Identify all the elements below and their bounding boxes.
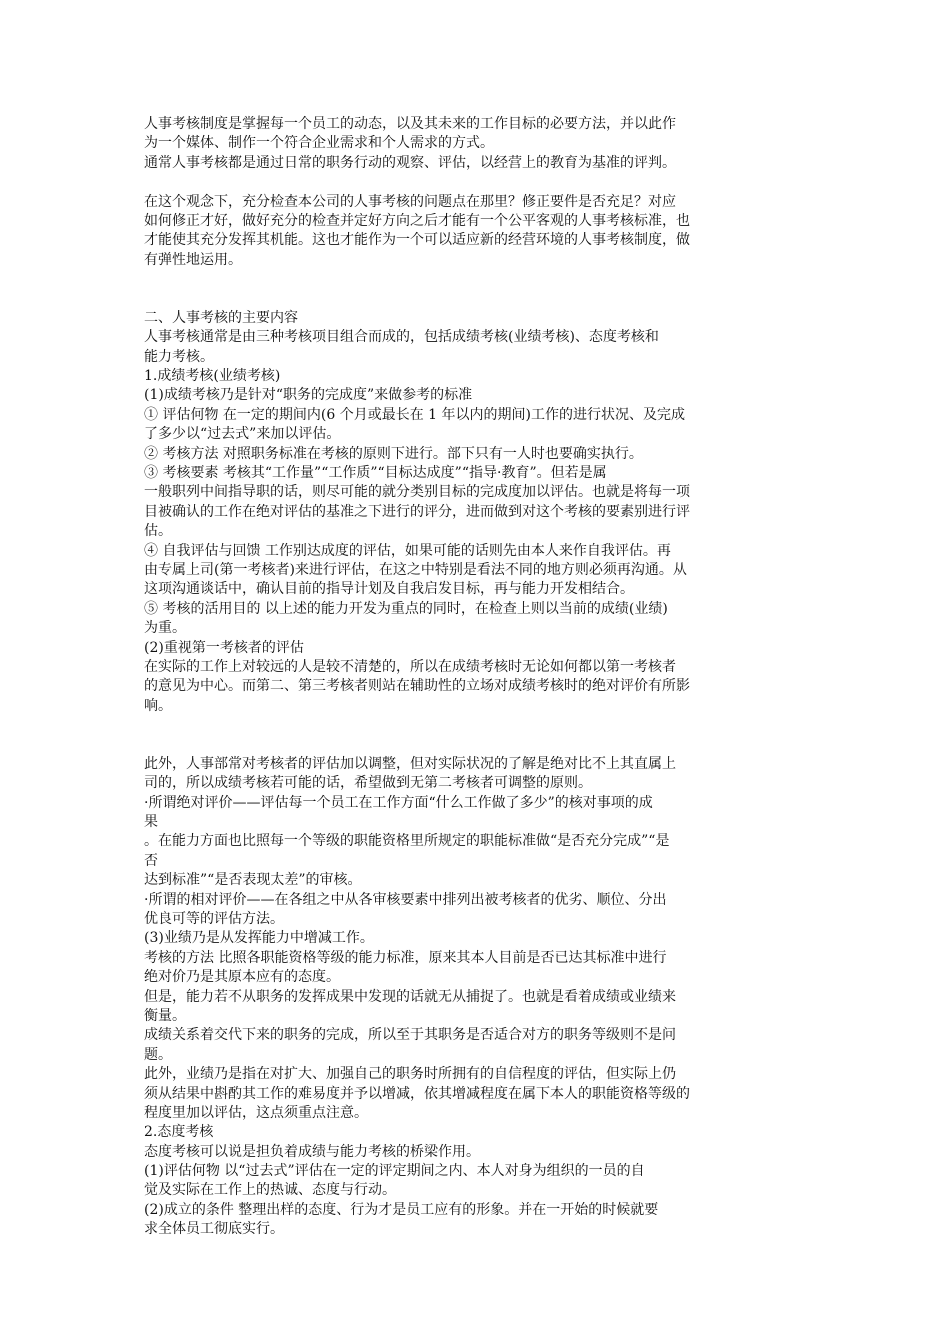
blank-line	[144, 290, 812, 309]
text-line: 这项沟通谈话中，确认目前的指导计划及自我启发目标，再与能力开发相结合。	[144, 581, 634, 598]
blank-line	[144, 716, 812, 735]
text-line: (2)重视第一考核者的评估	[144, 639, 304, 656]
text-line: 能力考核。	[144, 348, 214, 365]
text-line: 人事考核通常是由三种考核项目组合而成的，包括成绩考核(业绩考核)、态度考核和	[144, 329, 659, 346]
text-line: ·所谓的相对评价——在各组之中从各审核要素中排列出被考核者的优劣、顺位、分出	[144, 891, 667, 908]
document-body	[144, 115, 812, 1240]
text-line: 达到标准”“是否表现太差”的审核。	[144, 872, 362, 889]
text-line: 1.成绩考核(业绩考核)	[144, 368, 281, 385]
text-line: 有弹性地运用。	[144, 251, 242, 268]
text-line: ③ 考核要素 考核其“工作量”“工作质”“目标达成度”“指导·教育”。但若是属	[144, 465, 607, 482]
text-line: 题。	[144, 1046, 172, 1063]
text-line: 须从结果中斟酌其工作的难易度并予以增减，依其增减程度在属下本人的职能资格等级的	[144, 1085, 690, 1102]
blank-line	[144, 736, 812, 755]
text-line: 了多少以“过去式”来加以评估。	[144, 426, 341, 443]
text-line: 衡量。	[144, 1007, 186, 1024]
text-line: 否	[144, 852, 158, 869]
text-line: 响。	[144, 697, 172, 714]
text-line: 司的，所以成绩考核若可能的话，希望做到无第二考核者可调整的原则。	[144, 775, 592, 792]
text-line: 的意见为中心。而第二、第三考核者则站在辅助性的立场对成绩考核时的绝对评价有所影	[144, 678, 690, 695]
blank-line	[144, 270, 812, 289]
text-line: ⑤ 考核的活用目的 以上述的能力开发为重点的同时，在检查上则以当前的成绩(业绩)	[144, 600, 668, 617]
text-line: 二、人事考核的主要内容	[144, 309, 298, 326]
text-line: 程度里加以评估，这点须重点注意。	[144, 1104, 368, 1121]
text-line: 估。	[144, 523, 172, 540]
text-line: 为一个媒体、制作一个符合企业需求和个人需求的方式。	[144, 135, 494, 152]
text-line: 为重。	[144, 620, 186, 637]
text-line: (1)成绩考核乃是针对“职务的完成度”来做参考的标准	[144, 387, 473, 404]
text-line: 。在能力方面也比照每一个等级的职能资格里所规定的职能标准做“是否充分完成”“是	[144, 833, 670, 850]
blank-line	[144, 173, 812, 192]
text-line: 通常人事考核都是通过日常的职务行动的观察、评估，以经营上的教育为基准的评判。	[144, 154, 676, 171]
text-line: ② 考核方法 对照职务标准在考核的原则下进行。部下只有一人时也要确实执行。	[144, 445, 643, 462]
text-line: 绝对价乃是其原本应有的态度。	[144, 969, 340, 986]
text-line: 如何修正才好，做好充分的检查并定好方向之后才能有一个公平客观的人事考核标准，也	[144, 212, 690, 229]
text-line: 才能使其充分发挥其机能。这也才能作为一个可以适应新的经营环境的人事考核制度，做	[144, 232, 690, 249]
text-line: 优良可等的评估方法。	[144, 911, 284, 928]
text-line: 由专属上司(第一考核者)来进行评估，在这之中特别是看法不同的地方则必须再沟通。从	[144, 561, 687, 578]
text-line: ① 评估何物 在一定的期间内(6 个月或最长在 1 年以内的期间)工作的进行状况、及完成	[144, 406, 685, 423]
text-line: 2.态度考核	[144, 1124, 214, 1141]
text-line: 考核的方法 比照各职能资格等级的能力标准，原来其本人目前是否已达其标准中进行	[144, 949, 667, 966]
text-line: 此外，业绩乃是指在对扩大、加强自己的职务时所拥有的自信程度的评估，但实际上仍	[144, 1066, 676, 1083]
text-line: 一般职列中间指导职的话，则尽可能的就分类别目标的完成度加以评估。也就是将每一项	[144, 484, 690, 501]
text-line: (3)业绩乃是从发挥能力中增减工作。	[144, 930, 374, 947]
text-line: 求全体员工彻底实行。	[144, 1221, 284, 1238]
text-line: 但是，能力若不从职务的发挥成果中发现的话就无从捕捉了。也就是看着成绩或业绩来	[144, 988, 676, 1005]
text-line: 成绩关系着交代下来的职务的完成，所以至于其职务是否适合对方的职务等级则不是问	[144, 1027, 676, 1044]
text-line: ④ 自我评估与回馈 工作别达成度的评估，如果可能的话则先由本人来作自我评估。再	[144, 542, 671, 559]
text-line: 态度考核可以说是担负着成绩与能力考核的桥梁作用。	[144, 1143, 480, 1160]
text-line: 在这个观念下，充分检查本公司的人事考核的问题点在那里？修正要件是否充足？对应	[144, 193, 676, 210]
text-line: (2)成立的条件 整理出样的态度、行为才是员工应有的形象。并在一开始的时候就要	[144, 1201, 659, 1218]
text-line: 此外，人事部常对考核者的评估加以调整，但对实际状况的了解是绝对比不上其直属上	[144, 755, 676, 772]
text-line: 目被确认的工作在绝对评估的基准之下进行的评分，进而做到对这个考核的要素别进行评	[144, 503, 690, 520]
text-line: ·所谓绝对评价——评估每一个员工在工作方面“什么工作做了多少”的核对事项的成	[144, 794, 653, 811]
text-line: 觉及实际在工作上的热诚、态度与行动。	[144, 1182, 396, 1199]
text-line: 人事考核制度是掌握每一个员工的动态，以及其未来的工作目标的必要方法，并以此作	[144, 116, 676, 132]
text-line: (1)评估何物 以“过去式”评估在一定的评定期间之内、本人对身为组织的一员的自	[144, 1163, 645, 1180]
text-line: 在实际的工作上对较远的人是较不清楚的，所以在成绩考核时无论如何都以第一考核者	[144, 658, 676, 675]
text-line: 果	[144, 814, 158, 831]
